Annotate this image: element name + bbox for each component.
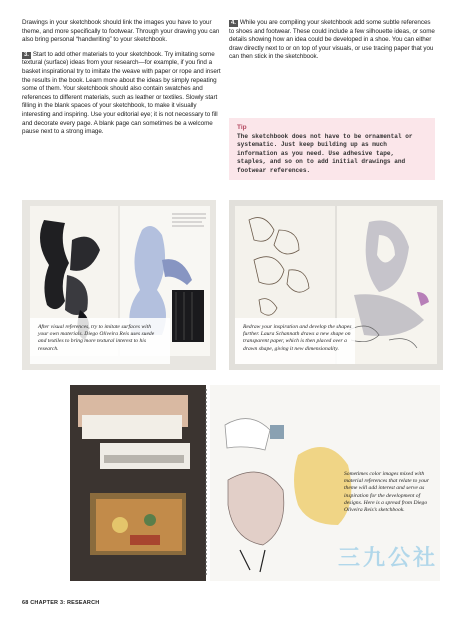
sketchbook-photo-shapes bbox=[229, 200, 443, 370]
sketchbook-photo-textures bbox=[22, 200, 216, 370]
step-4-text: While you are compiling your sketchbook add some subtle references to shoes and footwear. These could include a few silhouette ideas, or some details showing how an idea could be developed in a shoe. You can either draw directly next to or on top of your visuals, or use tracing paper that you can then stick in the sketchbook. bbox=[229, 19, 435, 61]
tip-box bbox=[229, 118, 435, 180]
intro-paragraph: Drawings in your sketchbook should link the images you have to your theme, and more specifically to footwear. Through your drawing you can also bring personal “handwriting” to your sketchbook. bbox=[22, 19, 220, 44]
step-3-badge: 3. bbox=[24, 51, 29, 58]
step-3-text: Start to add other materials to your sketchbook. Try imitating some textural (surface) ideas from your research—for example, if you find a basket inspirational try to imitate the weave with paper or rope and insert the results in the book. Learn more about the ideas by simply repeating some of them. Your sketchbook should also contain swatches and references to different materials, such as leather or textiles. Slowly start filling in the blank spaces of your sketchbook, to make it visually interesting and inspiring. Use your editorial eye; it is not necessary to fill and decorate every page. A blank page can sometimes be a welcome pause next to a strong image. bbox=[22, 50, 221, 136]
right-text-column bbox=[229, 19, 435, 68]
page-footer: 68 CHAPTER 3: RESEARCH bbox=[22, 600, 100, 606]
step-3-paragraph bbox=[22, 51, 222, 137]
left-text-column bbox=[22, 19, 222, 143]
step-4-badge: 4. bbox=[231, 20, 236, 26]
caption-photo-spread: Sometimes color images mixed with material references that relate to your theme will add interest and serve as inspiration for the development of designs. Here is a spread from Diego Oliveira Reis’s sketchbook. bbox=[344, 471, 429, 514]
tip-text: The sketchbook does not have to be ornamental or systematic. Just keep building up as much information as you need. Use adhesive tape, staples, and so on to add initial drawings and footwear references. bbox=[237, 133, 413, 174]
watermark: 三九公社 bbox=[338, 545, 439, 570]
tip-label: Tip bbox=[237, 124, 247, 131]
step-4-paragraph bbox=[229, 19, 435, 62]
caption-photo-textures: After visual references, try to imitate surfaces with your own materials. Diego Oliveira Reis uses suede and textiles to bring more textural interest to his research. bbox=[38, 324, 155, 352]
caption-photo-shapes: Redraw your inspiration and develop the shapes further. Laura Schannath draws a new shape on transparent paper, which is then placed over a drawn shape, giving it new dimensionality. bbox=[243, 324, 352, 352]
